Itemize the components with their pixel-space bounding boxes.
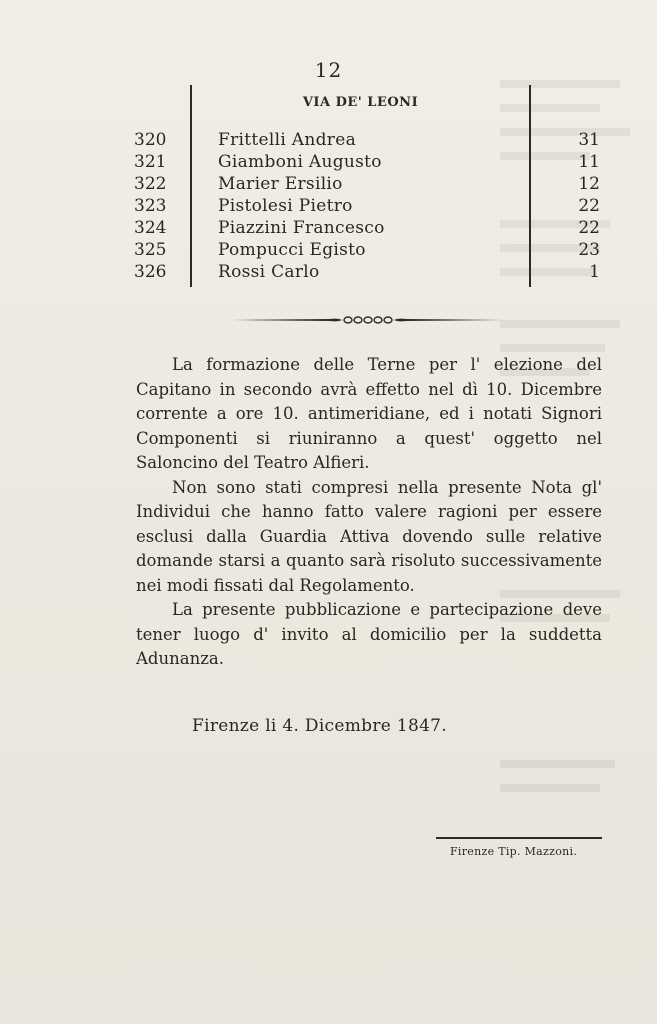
entry-name: Marier Ersilio (218, 174, 343, 194)
notice-text (136, 353, 602, 672)
entry-number: 321 (134, 152, 167, 172)
entry-number: 326 (134, 262, 167, 282)
roster-row (128, 173, 608, 195)
entry-value: 1 (589, 262, 600, 282)
notice-paragraph: La presente pubblicazione e partecipazione deve tener luogo d' invito al domicilio per la suddetta Adunanza. (136, 600, 602, 668)
dateline: Firenze li 4. Dicembre 1847. (192, 716, 447, 736)
entry-number: 323 (134, 196, 167, 216)
notice-paragraph: Non sono stati compresi nella presente Nota gl' Individui che hanno fatto valere ragioni per essere esclusi dalla Guardia Attiva dovendo sulle relative domande starsi a quanto sarà risoluto successivamente nei modi fissati dal Regolamento. (136, 477, 602, 595)
page-number: 12 (314, 58, 343, 82)
printer-rule (436, 837, 602, 839)
entry-name: Rossi Carlo (218, 262, 320, 282)
entry-name: Pistolesi Pietro (218, 196, 353, 216)
roster-row (128, 195, 608, 217)
entry-number: 324 (134, 218, 167, 238)
entry-value: 31 (578, 130, 600, 150)
entry-number: 320 (134, 130, 167, 150)
entry-value: 23 (578, 240, 600, 260)
notice-paragraph: La formazione delle Terne per l' elezione del Capitano in secondo avrà effetto nel dì 10. Dicembre corrente a ore 10. antimeridiane, ed i notati Signori Componenti si riuniranno a quest' oggetto nel Saloncino del Teatro Alfieri. (136, 355, 602, 472)
roster-row (128, 217, 608, 239)
entry-name: Piazzini Francesco (218, 218, 385, 238)
entry-name: Frittelli Andrea (218, 130, 357, 150)
entry-value: 11 (578, 152, 600, 172)
roster-table (128, 85, 608, 290)
entry-value: 22 (578, 218, 600, 238)
entry-value: 12 (578, 174, 600, 194)
roster-row (128, 261, 608, 283)
entry-number: 322 (134, 174, 167, 194)
entry-name: Giamboni Augusto (218, 152, 382, 172)
entry-number: 325 (134, 240, 167, 260)
entry-name: Pompucci Egisto (218, 240, 366, 260)
roster-row (128, 129, 608, 151)
printer-imprint: Firenze Tip. Mazzoni. (450, 845, 578, 858)
ornamental-divider (230, 312, 506, 328)
street-heading: VIA DE' LEONI (302, 95, 419, 110)
roster-row (128, 151, 608, 173)
roster-row (128, 239, 608, 261)
entry-value: 22 (578, 196, 600, 216)
